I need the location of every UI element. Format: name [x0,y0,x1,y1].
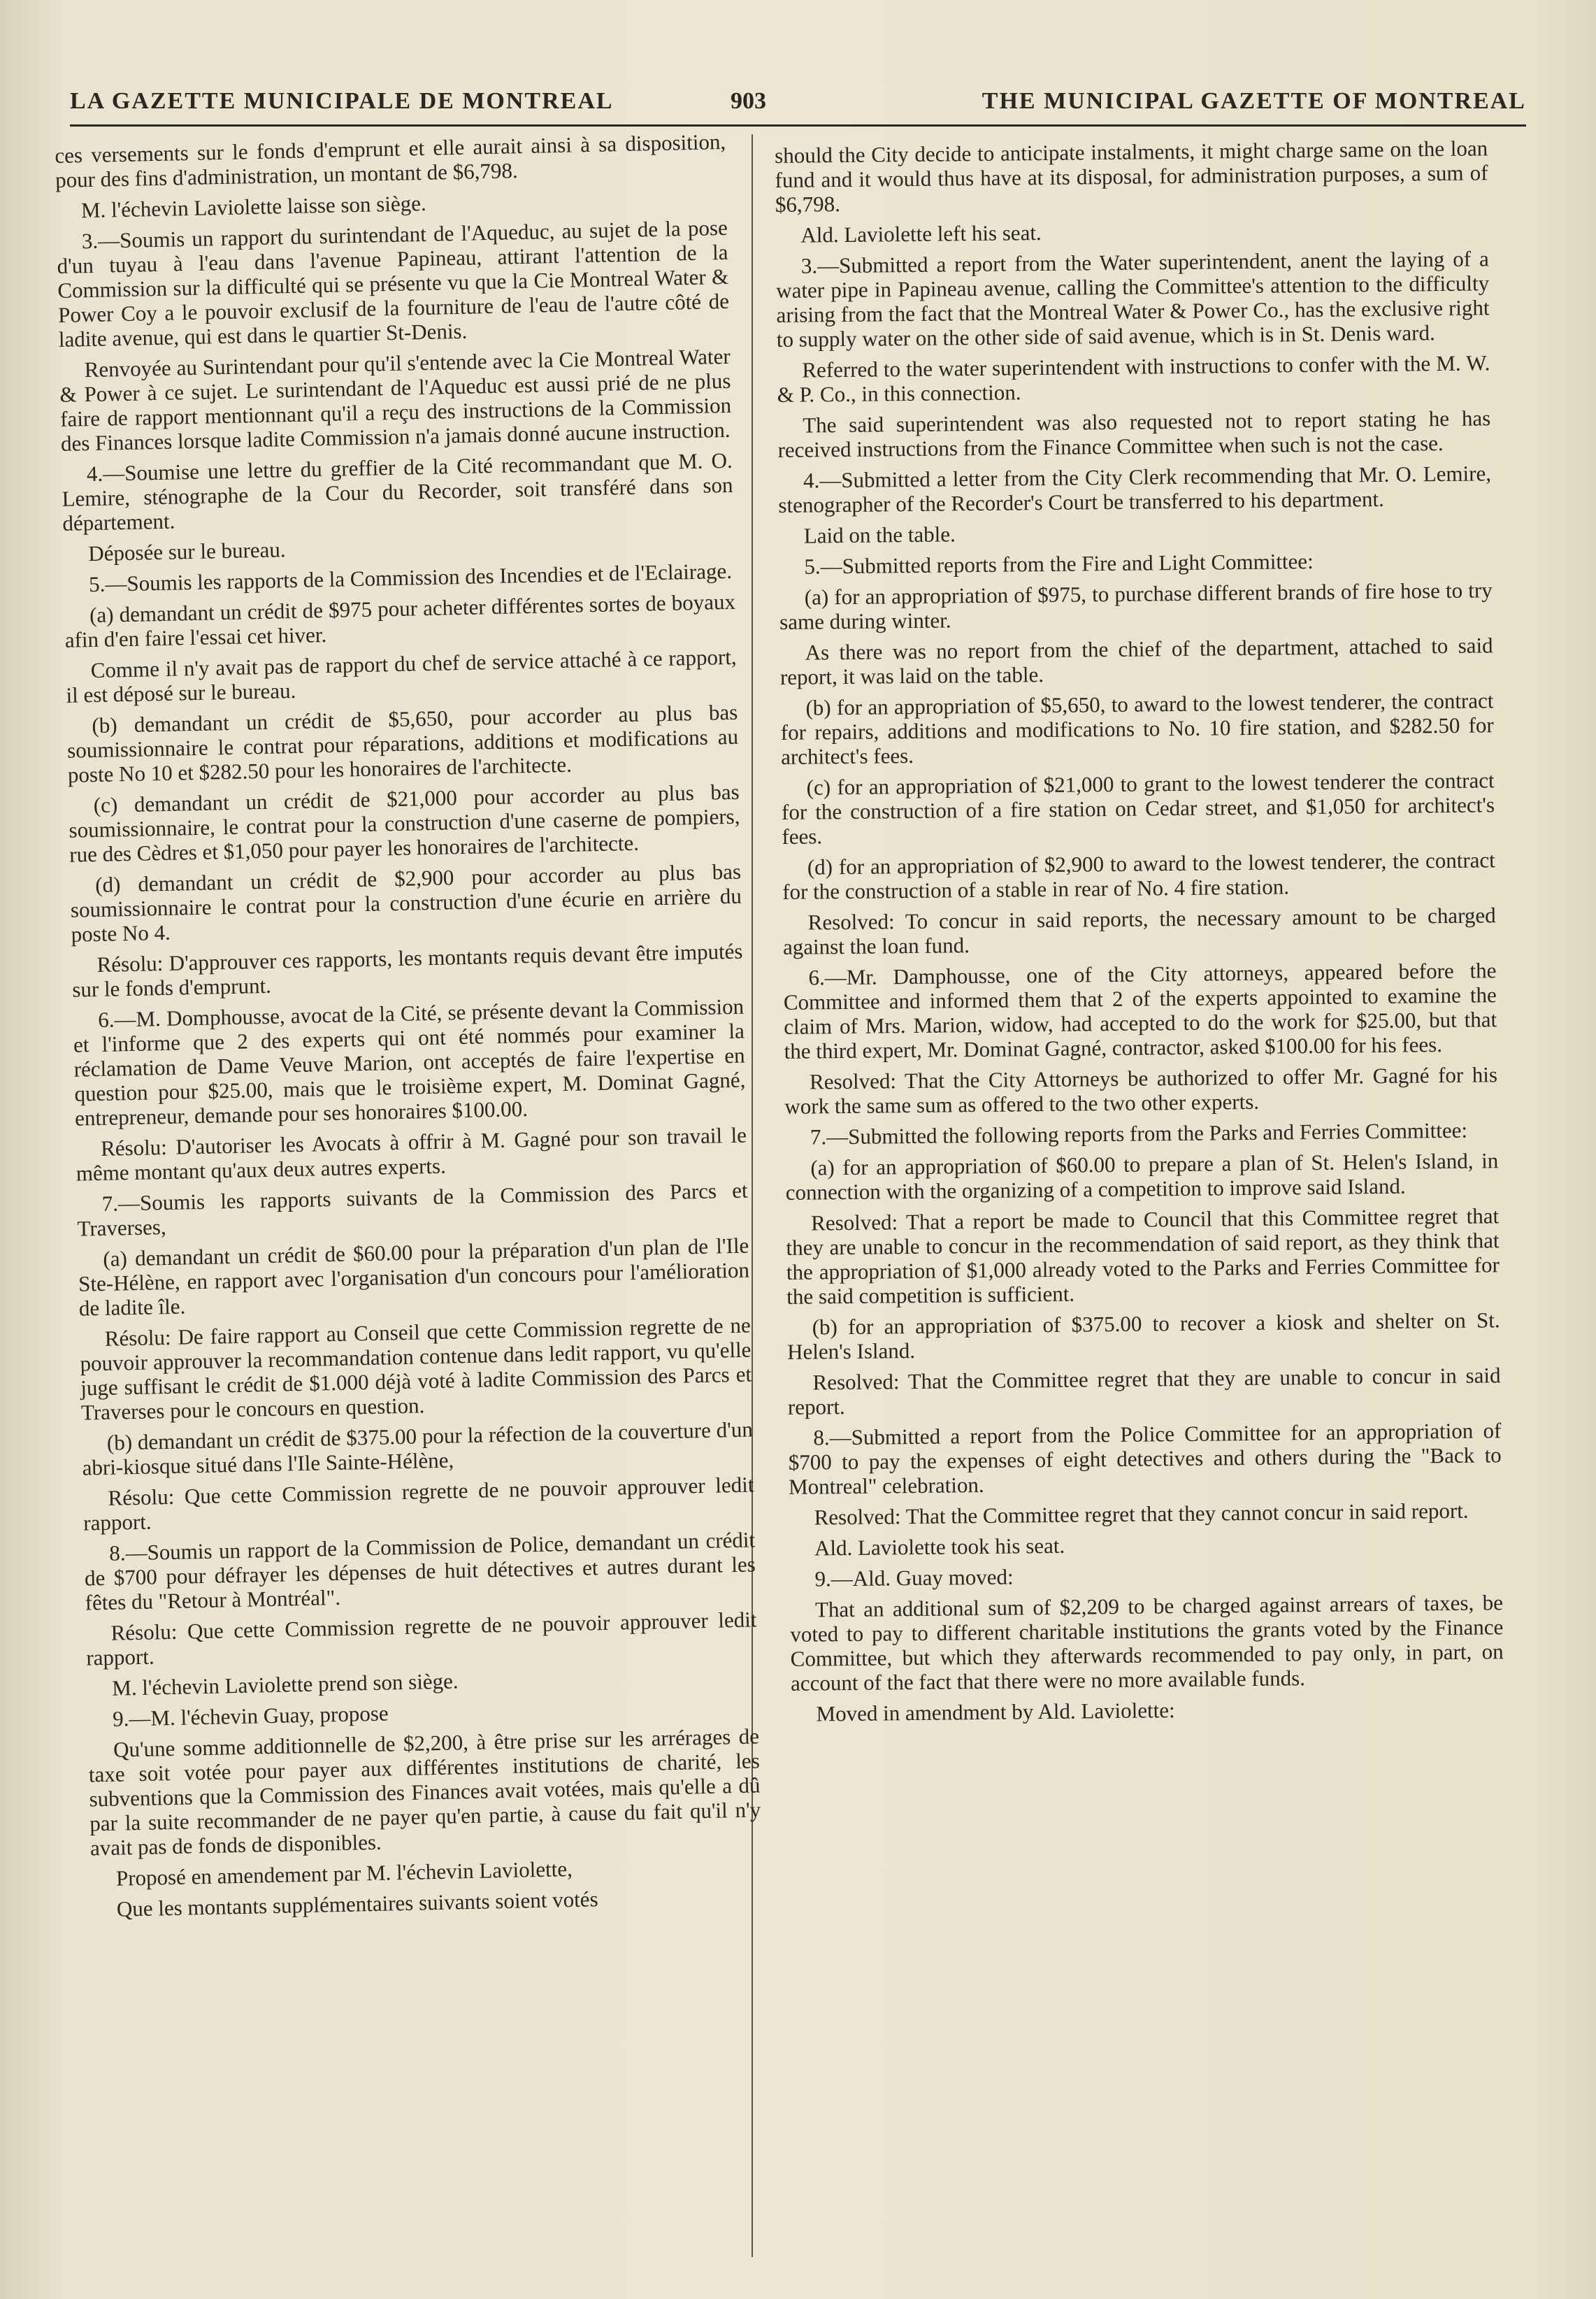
french-paragraph: Renvoyée au Surintendant pour qu'il s'entende avec la Cie Montreal Water & Power à ce sujet. Le surintendant de l'Aqueduc est aussi prié de ne plus faire de rapport mentionnant qu'il a reçu des instructions de la Commission des Finances lorsque ladite Commission n'a jamais donné aucune instruction. [59,343,732,456]
english-paragraph: Moved in amendment by Ald. Laviolette: [816,1698,1175,1726]
french-paragraph: Résolu: Que cette Commission regrette de ne pouvoir approuver ledit rapport. [86,1607,757,1670]
english-paragraph: (a) for an appropriation of $60.00 to prepare a plan of St. Helen's Island, in connection with the organizing of a competition to improve said Island. [785,1148,1499,1205]
english-paragraph: Resolved: To concur in said reports, the necessary amount to be charged against the loan fund. [782,903,1496,959]
french-paragraph: 8.—Soumis un rapport de la Commission de Police, demandant un crédit de $700 pour défrayer les dépenses de huit détectives et autres durant les fêtes du "Retour à Montréal". [84,1527,756,1615]
header-title-english: THE MUNICIPAL GAZETTE OF MONTREAL [982,88,1526,114]
french-paragraph: 3.—Soumis un rapport du surintendant de l'Aqueduc, au sujet de la pose d'un tuyau à l'eau dans l'avenue Papineau, attirant l'attention de la Commission sur la difficulté qui se présente vu que la Cie Montreal Water & Power Coy a le pouvoir exclusif de la fourniture de l'eau de l'autre côté de ladite avenue, qui est dans le quartier St-Denis. [57,215,730,352]
french-column [55,129,763,1928]
english-paragraph: As there was no report from the chief of the department, attached to said report, it was laid on the table. [779,633,1493,689]
french-paragraph: Résolu: De faire rapport au Conseil que cette Commission regrette de ne pouvoir approuver la recommandation contenue dans ledit rapport, vu qu'elle juge suffisant le crédit de $1.000 déjà voté à ladite Commission des Parcs et Traverses pour le concours en question. [80,1312,752,1425]
french-paragraph: Comme il n'y avait pas de rapport du chef de service attaché à ce rapport, il est déposé sur le bureau. [66,644,737,708]
french-paragraph: 4.—Soumise une lettre du greffier de la Cité recommandant que M. O. Lemire, sténographe de la Cour du Recorder, soit transféré dans son département. [62,447,733,536]
english-paragraph: Resolved: That the City Attorneys be authorized to offer Mr. Gagné for his work the same sum as offered to the two other experts. [784,1062,1498,1119]
english-paragraph: 7.—Submitted the following reports from the Parks and Ferries Committee: [810,1117,1468,1150]
english-paragraph: The said superintendent was also requested not to report stating he has received instructions from the Finance Committee when such is not the case. [777,406,1491,462]
english-paragraph: (b) for an appropriation of $375.00 to recover a kiosk and shelter on St. Helen's Island. [786,1308,1500,1364]
french-paragraph: Proposé en amendement par M. l'échevin Laviolette, [115,1856,573,1891]
english-paragraph: Ald. Laviolette left his seat. [800,220,1042,248]
english-paragraph: (b) for an appropriation of $5,650, to award to the lowest tenderer, the contract for repairs, additions and modifications to No. 10 fire station, and $282.50 for architect's fees. [780,688,1494,769]
french-paragraph: 7.—Soumis les rapports suivants de la Commission des Parcs et Traverses, [77,1177,748,1241]
english-paragraph: 4.—Submitted a letter from the City Clerk recommending that Mr. O. Lemire, stenographer of the Recorder's Court be transferred to his department. [778,461,1492,517]
french-paragraph: 6.—M. Domphousse, avocat de la Cité, se présente devant la Commission et l'informe que 2 des experts qui ont été nommés pour examiner la réclamation de Dame Veuve Marion, ont acceptés de faire l'expertise en question pour $25.00, mais que le troisième expert, M. Dominat Gagné, entrepreneur, demande pour ses honoraires $100.00. [73,994,746,1131]
french-paragraph: Que les montants supplémentaires suivants soient votés [116,1886,598,1921]
english-paragraph: Resolved: That the Committee regret that they cannot concur in said report. [814,1498,1469,1530]
header-title-french: LA GAZETTE MUNICIPALE DE MONTREAL [70,88,614,114]
french-paragraph: (b) demandant un crédit de $375.00 pour la réfection de la couverture d'un abri-kiosque situé dans l'Ile Sainte-Hélène, [82,1417,754,1480]
english-paragraph: Referred to the water superintendent with instructions to confer with the M. W. & P. Co., in this connection. [777,350,1490,407]
french-paragraph: Qu'une somme additionnelle de $2,200, à être prise sur les arrérages de taxe soit votée pour payer aux différentes institutions de charité, les subventions que la Commission des Finances avait votées, mais qu'elle a dû par la suite recommander de ne payer qu'en partie, à cause du fait qu'il n'y avait pas de fonds de disponibles. [88,1724,761,1861]
english-paragraph: should the City decide to anticipate instalments, it might charge same on the loan fund and it would thus have at its disposal, for administration purposes, a sum of $6,798. [775,136,1488,217]
english-paragraph: (a) for an appropriation of $975, to purchase different brands of fire hose to try same during winter. [779,578,1493,634]
english-paragraph: 5.—Submitted reports from the Fire and Light Committee: [804,548,1314,579]
french-paragraph: ces versements sur le fonds d'emprunt et elle aurait ainsi à sa disposition, pour des fins d'administration, un montant de $6,798. [55,129,726,192]
french-paragraph: Résolu: D'autoriser les Avocats à offrir à M. Gagné pour son travail le même montant qu'aux deux autres experts. [76,1122,747,1186]
french-paragraph: (a) demandant un crédit de $975 pour acheter différentes sortes de boyaux afin d'en faire l'essai cet hiver. [64,589,736,652]
english-paragraph: 6.—Mr. Damphousse, one of the City attorneys, appeared before the Committee and informed them that 2 of the experts appointed to examine the claim of Mrs. Marion, widow, had accepted to do the work for $25.00, but that the third expert, Mr. Dominat Gagné, contractor, asked $100.00 for his fees. [783,958,1497,1063]
french-paragraph: M. l'échevin Laviolette prend son siège. [111,1668,459,1700]
french-paragraph: 9.—M. l'échevin Guay, propose [112,1700,389,1731]
french-paragraph: Résolu: D'approuver ces rapports, les montants requis devant être imputés sur le fonds d'emprunt. [71,938,743,1002]
french-paragraph: Résolu: Que cette Commission regrette de ne pouvoir approuver ledit rapport. [82,1472,754,1535]
french-paragraph: (b) demandant un crédit de $5,650, pour accorder au plus bas soumissionnaire le contrat pour réparations, additions et modifications au poste No 10 et $282.50 pour les honoraires de l'architecte. [66,699,739,787]
english-paragraph: Resolved: That the Committee regret that they are unable to concur in said report. [787,1363,1501,1419]
column-divider [752,134,753,2257]
page-number: 903 [731,88,766,114]
english-paragraph: (c) for an appropriation of $21,000 to grant to the lowest tenderer the contract for the construction of a fire station on Cedar street, and $1,050 for architect's fees. [781,768,1495,849]
french-paragraph: (c) demandant un crédit de $21,000 pour accorder au plus bas soumissionnaire, le contrat pour la construction d'une caserne de pompiers, rue des Cèdres et $1,050 pour payer les honoraires de l'architecte. [69,779,740,867]
english-paragraph: (d) for an appropriation of $2,900 to award to the lowest tenderer, the contract for the construction of a stable in rear of No. 4 fire station. [782,847,1495,904]
english-column [775,136,1504,1733]
english-paragraph: Ald. Laviolette took his seat. [814,1533,1065,1561]
english-paragraph: That an additional sum of $2,209 to be charged against arrears of taxes, be voted to pay to different charitable institutions the grants voted by the Finance Committee, but which they afterwards recommended to pay only, in part, on account of the fact that there were no more available funds. [790,1590,1504,1696]
french-paragraph: Déposée sur le bureau. [87,537,286,566]
english-paragraph: Resolved: That a report be made to Council that this Committee regret that they are unable to concur in the recommendation of said report, as they think that the appropriation of $1,000 already voted to the Parks and Ferries Committee for the said competition is sufficient. [786,1203,1500,1309]
french-paragraph: M. l'échevin Laviolette laisse son siège. [80,190,426,223]
english-paragraph: 3.—Submitted a report from the Water superintendent, anent the laying of a water pipe in Papineau avenue, calling the Committee's attention to the difficulty arising from the fact that the Montreal Water & Power Co., has the exclusive right to supply water on the other side of said avenue, which is in St. Denis ward. [776,246,1490,352]
page-header [70,83,1526,127]
french-paragraph: (d) demandant un crédit de $2,900 pour accorder au plus bas soumissionnaire le contrat pour la construction d'une écurie en arrière du poste No 4. [70,859,742,947]
french-paragraph: 5.—Soumis les rapports de la Commission des Incendies et de l'Eclairage. [88,558,733,597]
english-paragraph: 9.—Ald. Guay moved: [814,1564,1014,1591]
english-paragraph: 8.—Submitted a report from the Police Committee for an appropriation of $700 to pay the expenses of eight detectives and others during the "Back to Montreal" celebration. [788,1418,1502,1499]
english-paragraph: Laid on the table. [803,522,956,548]
french-paragraph: (a) demandant un crédit de $60.00 pour la préparation d'un plan de l'Ile Ste-Hélène, en rapport avec l'organisation d'un concours pour l'amélioration de ladite île. [78,1233,750,1321]
